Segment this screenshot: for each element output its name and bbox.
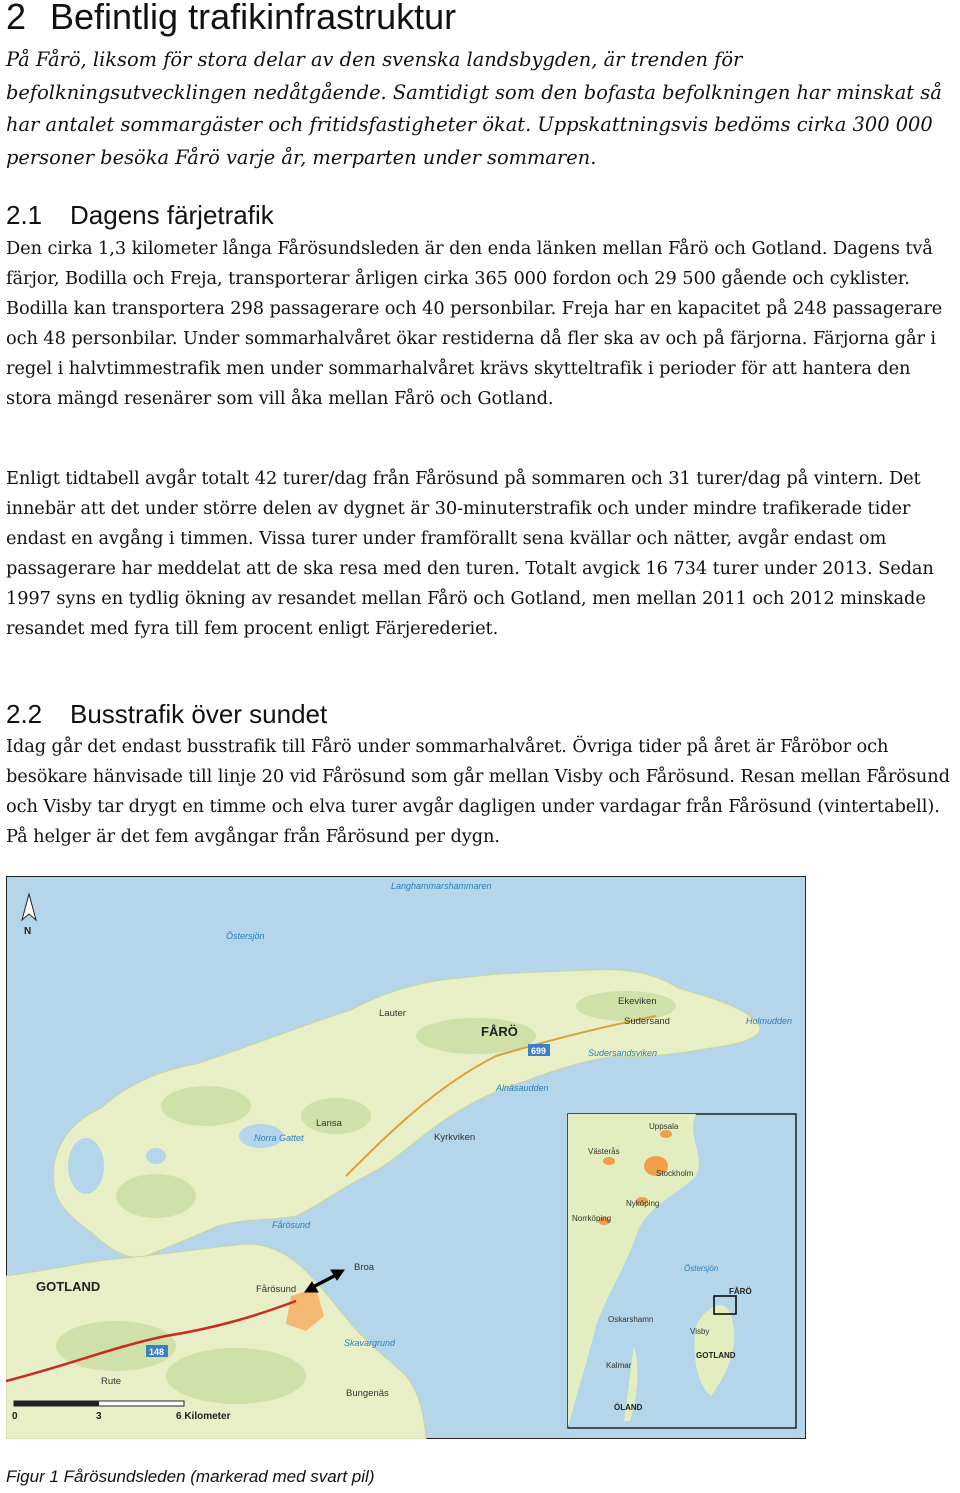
- label-rute: Rute: [101, 1376, 122, 1387]
- chapter-heading: [6, 0, 456, 38]
- inset-label-norrkoping: Norrköping: [572, 1214, 612, 1223]
- label-langhammarshammaren: Langhammarshammaren: [391, 881, 492, 891]
- bus-paragraph-1: Idag går det endast busstrafik till Fårö under sommarhalvåret. Övriga tider på året är Fåröbor och besökare hänvisade till linje 20 vid Fårösund som går mellan Visby och Fårösund. Resan mellan Fårösund och Visby tar drygt en timme och elva turer avgår dagligen under vardagar från Fårösund (vintertabell). På helger är det fem avgångar från Fårösund per dygn.: [6, 736, 950, 847]
- label-skavargrund: Skavargrund: [344, 1338, 396, 1348]
- label-kyrkviken: Kyrkviken: [434, 1132, 476, 1143]
- chapter-title: Befintlig trafikinfrastruktur: [50, 0, 457, 37]
- label-gotland: GOTLAND: [36, 1279, 101, 1294]
- ferry-paragraph-2: Enligt tidtabell avgår totalt 42 turer/dag från Fårösund på sommaren och 31 turer/dag på vintern. Det innebär att det under större delen av dygnet är 30-minuterstrafik och under mindre trafikerade tider endast en avgång i timmen. Vissa turer under framförallt sena kvällar och nätter, avgår endast om passagerare har meddelat att de ska resa med den turen. Totalt avgick 16 734 turer under 2013. Sedan 1997 syns en tydlig ökning av resandet mellan Fårö och Gotland, men mellan 2011 och 2012 minskade resandet med fyra till fem procent enligt Färjerederiet.: [6, 468, 934, 639]
- label-sudersand: Sudersand: [624, 1016, 670, 1027]
- label-ekeviken: Ekeviken: [618, 996, 657, 1007]
- map-figure: [6, 876, 806, 1439]
- label-holmudden: Holmudden: [746, 1016, 793, 1026]
- label-bungenas: Bungenäs: [346, 1388, 389, 1399]
- section-number: 2.2: [6, 699, 43, 729]
- scale-label-6: 6 Kilometer: [176, 1411, 231, 1422]
- label-road-699: 699: [531, 1046, 547, 1056]
- inset-label-vasteras: Västerås: [588, 1147, 620, 1156]
- inset-label-gotland: GOTLAND: [696, 1351, 736, 1360]
- inset-label-kalmar: Kalmar: [606, 1361, 632, 1370]
- ferry-paragraph-1: Den cirka 1,3 kilometer långa Fårösundsleden är den enda länken mellan Fårö och Gotland. Dagens två färjor, Bodilla och Freja, transporterar årligen cirka 365 000 fordon och 29 500 gående och cyklister. Bodilla kan transportera 298 passagerare och 40 personbilar. Freja har en kapacitet på 248 passagerare och 48 personbilar. Under sommarhalvåret ökar restiderna då fler ska av och på färjorna. Färjorna går i regel i halvtimmestrafik men under sommarhalvåret krävs skytteltrafik i perioder för att hantera den stora mängd resenärer som vill åka mellan Fårö och Gotland.: [6, 238, 943, 409]
- label-lauter: Lauter: [379, 1008, 406, 1019]
- inset-label-faro: FÅRÖ: [729, 1287, 752, 1296]
- inset-label-visby: Visby: [690, 1327, 710, 1336]
- label-lansa: Lansa: [316, 1118, 342, 1129]
- inset-label-uppsala: Uppsala: [649, 1122, 679, 1131]
- label-faro: FÅRÖ: [481, 1024, 518, 1039]
- intro-paragraph: På Fårö, liksom för stora delar av den svenska landsbygden, är trenden för befolkningsutvecklingen nedåtgående. Samtidigt som den bofasta befolkningen har minskat så har antalet sommargäster och fritidsfastigheter ökat. Uppskattningsvis bedöms cirka 300 000 personer besöka Fårö varje år, merparten under sommaren.: [6, 48, 942, 169]
- inset-label-ostersjon: Östersjön: [684, 1264, 719, 1273]
- label-norra-gattet: Norra Gattet: [254, 1133, 304, 1143]
- inset-map: [568, 1114, 796, 1428]
- section-heading-2-2: [6, 699, 327, 729]
- section-heading-2-1: [6, 200, 274, 230]
- inset-label-oskarshamn: Oskarshamn: [608, 1315, 654, 1324]
- north-label: N: [24, 926, 32, 937]
- section-title: Dagens färjetrafik: [70, 200, 274, 230]
- chapter-number: 2: [6, 0, 27, 37]
- figure-caption: Figur 1 Fårösundsleden (markerad med svart pil): [6, 1467, 375, 1486]
- inset-label-nykoping: Nyköping: [626, 1199, 660, 1208]
- label-ostersjon: Östersjön: [226, 931, 265, 941]
- scale-label-3: 3: [96, 1411, 102, 1422]
- label-broa: Broa: [354, 1262, 375, 1273]
- label-alnasaudden: Alnäsaudden: [496, 1083, 549, 1093]
- label-sudersandsviken: Sudersandsviken: [588, 1048, 658, 1058]
- section-number: 2.1: [6, 200, 43, 230]
- inset-label-stockholm: Stockholm: [656, 1169, 694, 1178]
- inset-label-oland: ÖLAND: [614, 1403, 643, 1412]
- section-title: Busstrafik över sundet: [70, 699, 328, 729]
- scale-label-0: 0: [12, 1411, 18, 1422]
- label-farosund-water: Fårösund: [272, 1220, 311, 1230]
- label-farosund-town: Fårösund: [256, 1284, 297, 1295]
- label-road-148: 148: [149, 1347, 165, 1357]
